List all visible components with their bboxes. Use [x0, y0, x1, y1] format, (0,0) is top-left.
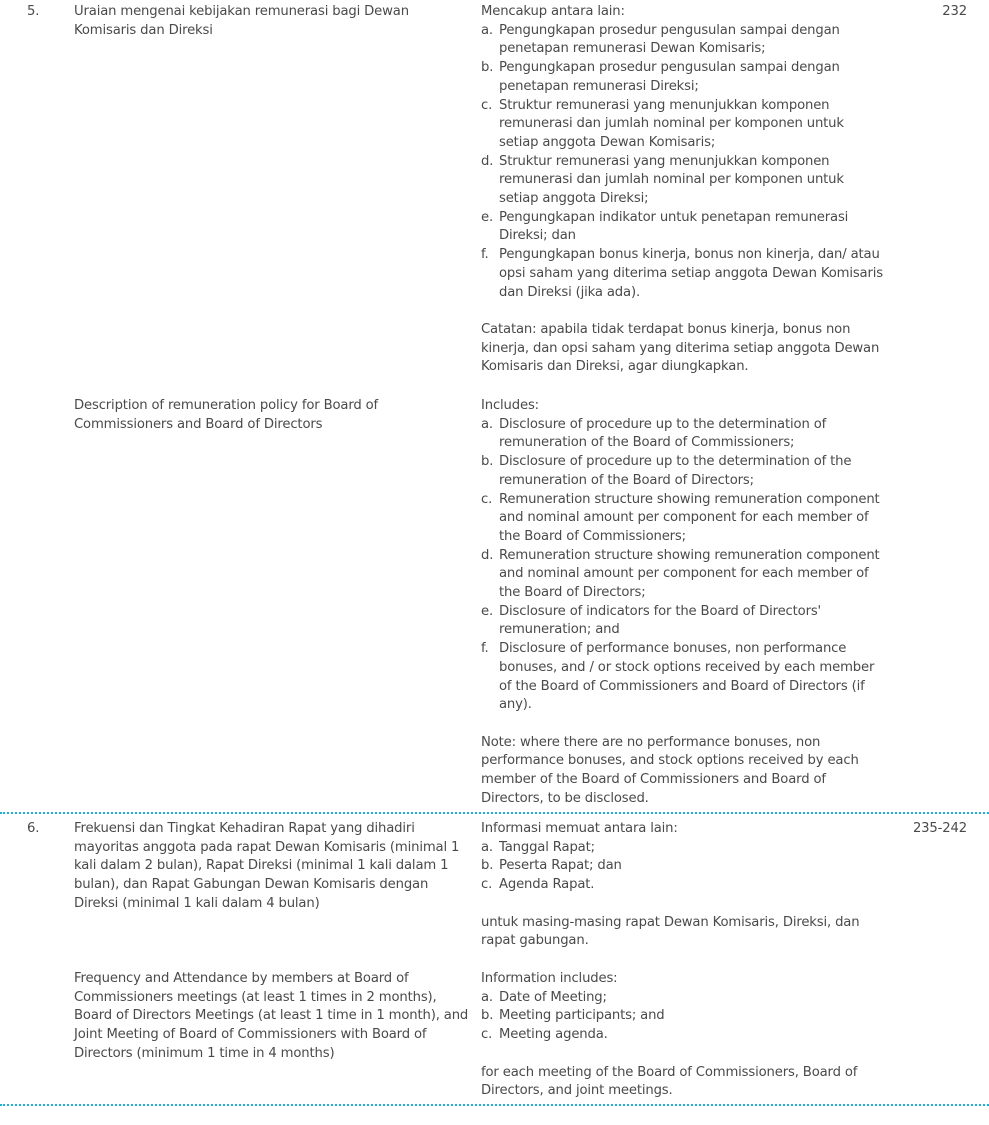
list-marker: c.: [481, 491, 493, 507]
list-item-text: Disclosure of indicators for the Board of Directors' remuneration; and: [499, 603, 822, 638]
explanation-english: [481, 397, 886, 808]
list-marker: c.: [481, 877, 493, 893]
list-item-text: Remuneration structure showing remuneration component and nominal amount per component for each member of the Board of Directors;: [499, 547, 880, 601]
list-marker: d.: [481, 547, 494, 563]
criteria-english: Frequency and Attendance by members at Board of Commissioners meetings (at least 1 times in 2 months), Board of Directors Meetings (at least 1 time in 1 month), and Joint Meeting of Board of Commissioners with Board of Directors (minimum 1 time in 4 months): [74, 971, 469, 1061]
explanation-note: untuk masing-masing rapat Dewan Komisaris, Direksi, dan rapat gabungan.: [481, 914, 860, 949]
explanation-list: [481, 989, 886, 1045]
explanation-note: Note: where there are no performance bonuses, non performance bonuses, and stock options received by each member of the Board of Commissioners and Board of Directors, to be disclosed.: [481, 734, 859, 806]
list-item: [481, 876, 886, 895]
list-item: [481, 839, 886, 858]
list-item-text: Disclosure of procedure up to the determination of the remuneration of the Board of Directors;: [499, 454, 852, 488]
list-item: [481, 1007, 886, 1026]
list-marker: e.: [481, 209, 494, 225]
list-item: [481, 640, 886, 715]
explanation-intro: Information includes:: [481, 971, 618, 986]
explanation-intro: Mencakup antara lain:: [481, 4, 625, 19]
list-item-text: Pengungkapan bonus kinerja, bonus non kinerja, dan/ atau opsi saham yang diterima setiap anggota Dewan Komisaris dan Direksi (jika ada).: [499, 247, 883, 300]
list-item: [481, 59, 886, 96]
list-item: [481, 453, 886, 490]
list-marker: a.: [481, 839, 493, 855]
list-item-text: Date of Meeting;: [499, 989, 607, 1005]
list-marker: f.: [481, 247, 489, 263]
list-marker: c.: [481, 1027, 493, 1043]
list-marker: e.: [481, 603, 494, 619]
explanation-intro: Includes:: [481, 398, 539, 413]
list-marker: b.: [481, 858, 494, 874]
list-item-text: Disclosure of performance bonuses, non performance bonuses, and / or stock options received by each member of the Board of Commissioners and Board of Directors (if any).: [499, 641, 875, 713]
list-marker: d.: [481, 153, 494, 169]
page-reference: 235-242: [912, 821, 967, 836]
page-reference: 232: [942, 4, 967, 19]
explanation-indonesian: [481, 3, 886, 377]
list-item: [481, 603, 886, 640]
list-item-text: Meeting participants; and: [499, 1008, 665, 1024]
list-marker: f.: [481, 641, 489, 657]
list-item-text: Agenda Rapat.: [499, 877, 595, 893]
explanation-indonesian: [481, 820, 886, 951]
list-item: [481, 22, 886, 59]
row-divider: [0, 1104, 989, 1106]
list-item: [481, 246, 886, 302]
explanation-list: [481, 22, 886, 303]
list-item-text: Disclosure of procedure up to the determination of remuneration of the Board of Commissioners;: [499, 416, 827, 451]
list-item-text: Struktur remunerasi yang menunjukkan komponen remunerasi dan jumlah nominal per komponen untuk setiap anggota Dewan Komisaris;: [499, 97, 844, 150]
list-item-text: Pengungkapan prosedur pengusulan sampai dengan penetapan remunerasi Dewan Komisaris;: [499, 22, 840, 57]
list-item: [481, 857, 886, 876]
list-item-text: Meeting agenda.: [499, 1027, 608, 1043]
list-marker: b.: [481, 1008, 494, 1024]
row-divider: [0, 812, 989, 814]
list-item-text: Peserta Rapat; dan: [499, 858, 622, 874]
criteria-english: Description of remuneration policy for Board of Commissioners and Board of Directors: [74, 398, 379, 432]
list-item: [481, 209, 886, 246]
list-item: [481, 989, 886, 1008]
explanation-note: Catatan: apabila tidak terdapat bonus kinerja, bonus non kinerja, dan opsi saham yang diterima setiap anggota Dewan Komisaris dan Direksi, agar diungkapkan.: [481, 321, 880, 375]
list-marker: a.: [481, 22, 493, 38]
explanation-english: [481, 970, 886, 1101]
row-number: 6.: [27, 821, 40, 836]
criteria-indonesian: Frekuensi dan Tingkat Kehadiran Rapat yang dihadiri mayoritas anggota pada rapat Dewan Komisaris (minimal 1 kali dalam 2 bulan), Rapat Direksi (minimal 1 kali dalam 1 bulan), dan Rapat Gabungan Dewan Komisaris dengan Direksi (minimal 1 kali dalam 4 bulan): [74, 821, 460, 911]
list-item: [481, 153, 886, 209]
list-item: [481, 97, 886, 153]
list-marker: b.: [481, 454, 494, 470]
list-marker: c.: [481, 97, 493, 113]
explanation-list: [481, 416, 886, 715]
list-marker: a.: [481, 989, 493, 1005]
list-marker: b.: [481, 60, 494, 76]
explanation-note: for each meeting of the Board of Commissioners, Board of Directors, and joint meetings.: [481, 1064, 858, 1099]
explanation-intro: Informasi memuat antara lain:: [481, 821, 678, 836]
list-item-text: Tanggal Rapat;: [499, 839, 595, 855]
list-item-text: Struktur remunerasi yang menunjukkan komponen remunerasi dan jumlah nominal per komponen untuk setiap anggota Direksi;: [499, 153, 844, 207]
list-item-text: Pengungkapan prosedur pengusulan sampai dengan penetapan remunerasi Direksi;: [499, 60, 840, 94]
explanation-list: [481, 839, 886, 895]
row-number: 5.: [27, 4, 40, 19]
list-item: [481, 491, 886, 547]
criteria-indonesian: Uraian mengenai kebijakan remunerasi bagi Dewan Komisaris dan Direksi: [74, 4, 409, 38]
list-item-text: Pengungkapan indikator untuk penetapan remunerasi Direksi; dan: [499, 209, 849, 244]
list-item: [481, 416, 886, 453]
list-marker: a.: [481, 416, 493, 432]
list-item: [481, 1026, 886, 1045]
list-item: [481, 547, 886, 603]
list-item-text: Remuneration structure showing remuneration component and nominal amount per component for each member of the Board of Commissioners;: [499, 491, 880, 544]
